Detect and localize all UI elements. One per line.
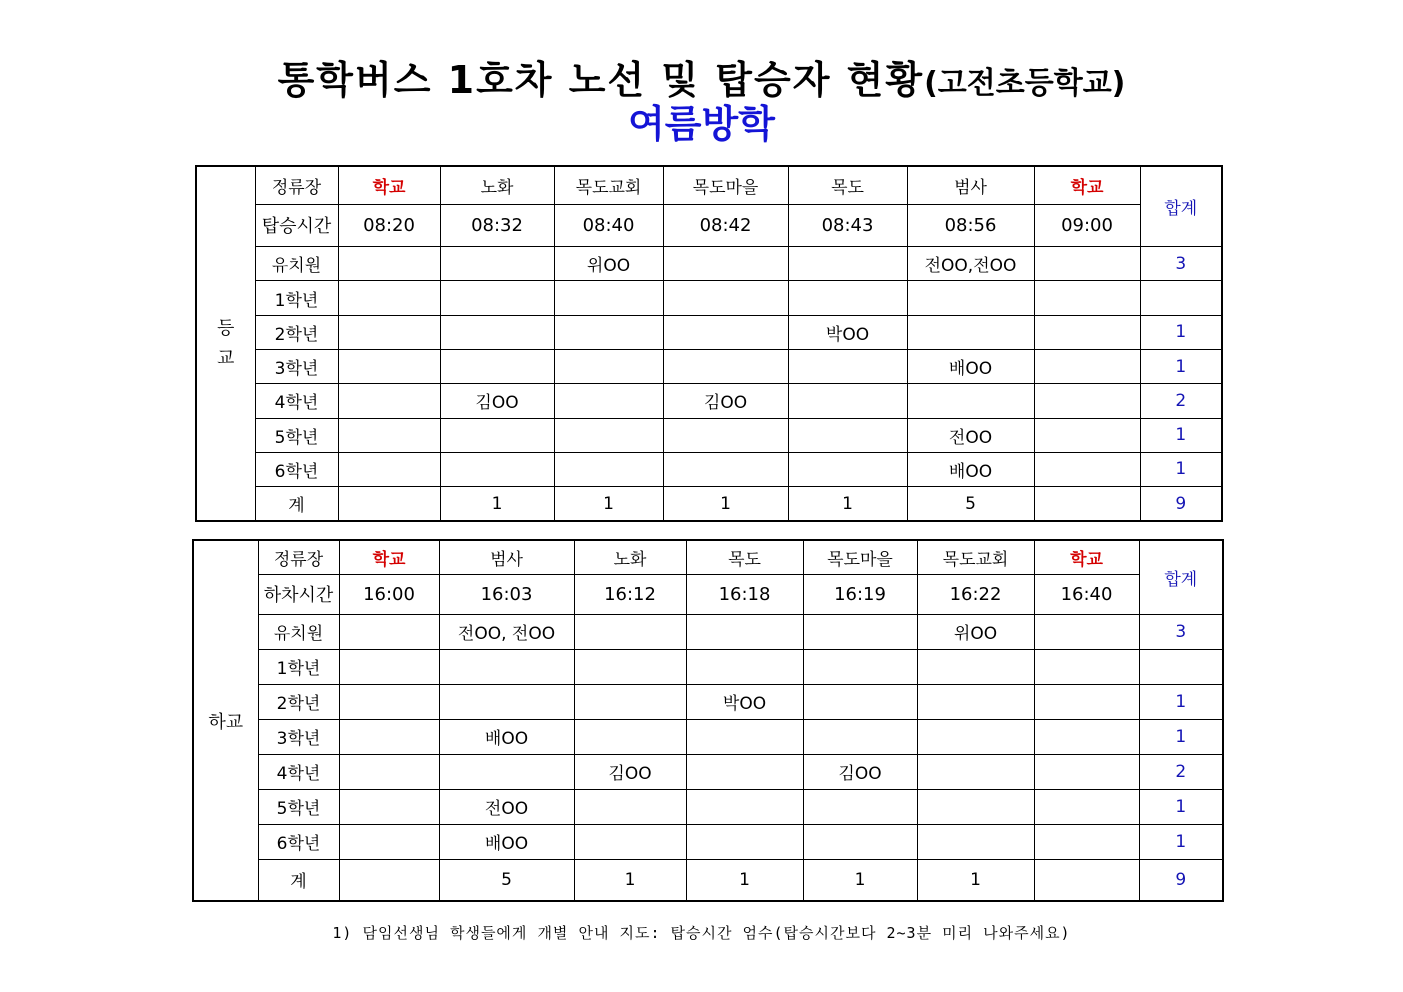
passenger-cell: 박OO bbox=[788, 315, 907, 349]
passenger-cell bbox=[1034, 614, 1139, 649]
row-total: 1 bbox=[1140, 418, 1222, 452]
passenger-cell bbox=[574, 719, 686, 754]
passenger-cell bbox=[574, 614, 686, 649]
passenger-cell bbox=[1034, 754, 1139, 789]
grade-label: 4학년 bbox=[258, 754, 339, 789]
passenger-cell bbox=[917, 754, 1034, 789]
stop-name: 목도마을 bbox=[663, 166, 788, 204]
passenger-cell bbox=[803, 684, 917, 719]
passenger-cell bbox=[788, 418, 907, 452]
afternoon-side-label: 하교 bbox=[193, 540, 258, 901]
passenger-cell bbox=[907, 384, 1034, 418]
passenger-cell bbox=[1034, 719, 1139, 754]
passenger-cell bbox=[439, 649, 574, 684]
passenger-cell bbox=[686, 789, 803, 824]
passenger-cell bbox=[439, 754, 574, 789]
grand-total: 9 bbox=[1140, 487, 1222, 521]
row-total: 1 bbox=[1140, 452, 1222, 486]
passenger-cell bbox=[686, 824, 803, 859]
row-total: 2 bbox=[1140, 384, 1222, 418]
row-total: 1 bbox=[1140, 315, 1222, 349]
passenger-cell bbox=[554, 281, 663, 315]
passenger-cell bbox=[1034, 452, 1140, 486]
stop-name: 목도마을 bbox=[803, 540, 917, 574]
passenger-cell bbox=[338, 350, 440, 384]
stop-sum bbox=[338, 487, 440, 521]
grade-row bbox=[193, 824, 1223, 859]
stop-time: 16:00 bbox=[339, 574, 439, 614]
grade-row bbox=[196, 315, 1222, 349]
stop-time: 16:22 bbox=[917, 574, 1034, 614]
grade-label: 2학년 bbox=[258, 684, 339, 719]
passenger-cell bbox=[574, 649, 686, 684]
stop-name: 목도교회 bbox=[554, 166, 663, 204]
passenger-cell: 위OO bbox=[554, 247, 663, 281]
stop-name: 목도 bbox=[788, 166, 907, 204]
row-total bbox=[1139, 649, 1223, 684]
passenger-cell bbox=[803, 824, 917, 859]
passenger-cell: 전OO bbox=[439, 789, 574, 824]
row-total bbox=[1140, 281, 1222, 315]
stop-name: 목도 bbox=[686, 540, 803, 574]
grade-label: 유치원 bbox=[255, 247, 338, 281]
passenger-cell bbox=[440, 315, 554, 349]
passenger-cell bbox=[917, 789, 1034, 824]
grade-row bbox=[193, 719, 1223, 754]
passenger-cell bbox=[554, 315, 663, 349]
stop-time: 08:40 bbox=[554, 204, 663, 246]
time-header-row bbox=[196, 204, 1222, 246]
stop-sum bbox=[1034, 859, 1139, 901]
passenger-cell bbox=[917, 649, 1034, 684]
stop-sum: 1 bbox=[663, 487, 788, 521]
stop-time: 16:19 bbox=[803, 574, 917, 614]
passenger-cell: 김OO bbox=[574, 754, 686, 789]
passenger-cell bbox=[686, 649, 803, 684]
passenger-cell bbox=[1034, 418, 1140, 452]
stop-name: 학교 bbox=[339, 540, 439, 574]
passenger-cell bbox=[686, 754, 803, 789]
grade-row bbox=[193, 754, 1223, 789]
morning-side-label bbox=[196, 166, 255, 521]
row-total: 1 bbox=[1140, 350, 1222, 384]
stop-time: 08:43 bbox=[788, 204, 907, 246]
time-header: 하차시간 bbox=[258, 574, 339, 614]
passenger-cell bbox=[1034, 315, 1140, 349]
stop-sum: 1 bbox=[686, 859, 803, 901]
title-main: 통학버스 1호차 노선 및 탑승자 현황 bbox=[277, 58, 925, 102]
passenger-cell bbox=[339, 719, 439, 754]
grade-row bbox=[196, 247, 1222, 281]
time-header-row bbox=[193, 574, 1223, 614]
grade-label: 2학년 bbox=[255, 315, 338, 349]
passenger-cell bbox=[663, 281, 788, 315]
passenger-cell: 전OO, 전OO bbox=[439, 614, 574, 649]
passenger-cell bbox=[663, 315, 788, 349]
stop-name: 학교 bbox=[1034, 166, 1140, 204]
passenger-cell: 김OO bbox=[440, 384, 554, 418]
stop-time: 08:42 bbox=[663, 204, 788, 246]
stop-sum: 1 bbox=[554, 487, 663, 521]
stop-header-row bbox=[193, 540, 1223, 574]
stop-sum: 1 bbox=[788, 487, 907, 521]
sum-label: 계 bbox=[258, 859, 339, 901]
grade-label: 5학년 bbox=[255, 418, 338, 452]
passenger-cell bbox=[1034, 247, 1140, 281]
stop-sum: 1 bbox=[574, 859, 686, 901]
grand-total: 9 bbox=[1139, 859, 1223, 901]
passenger-cell bbox=[440, 247, 554, 281]
passenger-cell bbox=[907, 281, 1034, 315]
stop-sum bbox=[339, 859, 439, 901]
grade-row bbox=[193, 614, 1223, 649]
row-total: 1 bbox=[1139, 719, 1223, 754]
grade-row bbox=[196, 281, 1222, 315]
grade-label: 3학년 bbox=[255, 350, 338, 384]
grade-label: 1학년 bbox=[258, 649, 339, 684]
row-total: 1 bbox=[1139, 789, 1223, 824]
passenger-cell bbox=[338, 452, 440, 486]
passenger-cell: 전OO bbox=[907, 418, 1034, 452]
row-total: 2 bbox=[1139, 754, 1223, 789]
footnote: 1) 담임선생님 학생들에게 개별 안내 지도: 탑승시간 엄수(탑승시간보다 2~3분 미리 나와주세요) bbox=[332, 924, 1071, 942]
passenger-cell bbox=[917, 824, 1034, 859]
passenger-cell bbox=[574, 684, 686, 719]
stop-time: 16:40 bbox=[1034, 574, 1139, 614]
grade-label: 유치원 bbox=[258, 614, 339, 649]
passenger-cell bbox=[788, 452, 907, 486]
passenger-cell bbox=[339, 649, 439, 684]
passenger-cell bbox=[803, 614, 917, 649]
passenger-cell bbox=[1034, 384, 1140, 418]
passenger-cell bbox=[338, 247, 440, 281]
passenger-cell bbox=[1034, 649, 1139, 684]
stop-time: 16:12 bbox=[574, 574, 686, 614]
passenger-cell bbox=[788, 281, 907, 315]
stop-header: 정류장 bbox=[258, 540, 339, 574]
passenger-cell bbox=[663, 247, 788, 281]
stop-sum: 1 bbox=[440, 487, 554, 521]
passenger-cell bbox=[686, 614, 803, 649]
row-total: 3 bbox=[1140, 247, 1222, 281]
row-total: 3 bbox=[1139, 614, 1223, 649]
passenger-cell: 배OO bbox=[439, 824, 574, 859]
passenger-cell bbox=[440, 452, 554, 486]
passenger-cell bbox=[339, 824, 439, 859]
passenger-cell bbox=[574, 824, 686, 859]
passenger-cell bbox=[663, 350, 788, 384]
sum-row bbox=[196, 487, 1222, 521]
passenger-cell bbox=[338, 315, 440, 349]
passenger-cell bbox=[1034, 281, 1140, 315]
grade-label: 6학년 bbox=[255, 452, 338, 486]
document-subtitle: 여름방학 bbox=[628, 102, 775, 146]
grade-label: 1학년 bbox=[255, 281, 338, 315]
passenger-cell: 배OO bbox=[439, 719, 574, 754]
stop-time: 16:03 bbox=[439, 574, 574, 614]
passenger-cell bbox=[554, 418, 663, 452]
passenger-cell bbox=[788, 350, 907, 384]
passenger-cell bbox=[554, 384, 663, 418]
stop-name: 학교 bbox=[338, 166, 440, 204]
stop-name: 노화 bbox=[440, 166, 554, 204]
passenger-cell bbox=[917, 684, 1034, 719]
passenger-cell bbox=[339, 614, 439, 649]
passenger-cell bbox=[339, 754, 439, 789]
passenger-cell bbox=[1034, 789, 1139, 824]
grade-row bbox=[196, 452, 1222, 486]
stop-time: 08:32 bbox=[440, 204, 554, 246]
passenger-cell bbox=[339, 789, 439, 824]
passenger-cell bbox=[686, 719, 803, 754]
title-school: (고전초등학교) bbox=[924, 66, 1126, 101]
passenger-cell bbox=[339, 684, 439, 719]
passenger-cell bbox=[1034, 824, 1139, 859]
passenger-cell bbox=[338, 384, 440, 418]
stop-sum: 1 bbox=[917, 859, 1034, 901]
grade-row bbox=[196, 350, 1222, 384]
grade-label: 5학년 bbox=[258, 789, 339, 824]
grade-row bbox=[193, 684, 1223, 719]
side-label-text: 등교 bbox=[217, 317, 235, 369]
stop-sum bbox=[1034, 487, 1140, 521]
total-header: 합계 bbox=[1140, 166, 1222, 247]
stop-name: 노화 bbox=[574, 540, 686, 574]
passenger-cell bbox=[440, 350, 554, 384]
stop-time: 08:56 bbox=[907, 204, 1034, 246]
stop-name: 학교 bbox=[1034, 540, 1139, 574]
grade-row bbox=[193, 789, 1223, 824]
grade-label: 6학년 bbox=[258, 824, 339, 859]
sum-label: 계 bbox=[255, 487, 338, 521]
passenger-cell bbox=[803, 719, 917, 754]
passenger-cell bbox=[917, 719, 1034, 754]
grade-row bbox=[196, 384, 1222, 418]
passenger-cell bbox=[439, 684, 574, 719]
passenger-cell: 배OO bbox=[907, 350, 1034, 384]
grade-row bbox=[196, 418, 1222, 452]
passenger-cell bbox=[1034, 350, 1140, 384]
passenger-cell bbox=[440, 281, 554, 315]
passenger-cell: 박OO bbox=[686, 684, 803, 719]
sum-row bbox=[193, 859, 1223, 901]
stop-name: 범사 bbox=[907, 166, 1034, 204]
passenger-cell: 전OO,전OO bbox=[907, 247, 1034, 281]
passenger-cell bbox=[554, 350, 663, 384]
stop-time: 16:18 bbox=[686, 574, 803, 614]
passenger-cell bbox=[574, 789, 686, 824]
morning-schedule-table bbox=[195, 165, 1223, 522]
passenger-cell bbox=[907, 315, 1034, 349]
passenger-cell bbox=[1034, 684, 1139, 719]
stop-name: 목도교회 bbox=[917, 540, 1034, 574]
passenger-cell: 김OO bbox=[663, 384, 788, 418]
passenger-cell bbox=[803, 789, 917, 824]
passenger-cell bbox=[788, 384, 907, 418]
row-total: 1 bbox=[1139, 684, 1223, 719]
stop-name: 범사 bbox=[439, 540, 574, 574]
stop-sum: 1 bbox=[803, 859, 917, 901]
stop-time: 08:20 bbox=[338, 204, 440, 246]
grade-row bbox=[193, 649, 1223, 684]
passenger-cell bbox=[338, 281, 440, 315]
passenger-cell: 배OO bbox=[907, 452, 1034, 486]
afternoon-schedule-table bbox=[192, 539, 1224, 902]
stop-sum: 5 bbox=[439, 859, 574, 901]
passenger-cell: 위OO bbox=[917, 614, 1034, 649]
stop-sum: 5 bbox=[907, 487, 1034, 521]
passenger-cell bbox=[663, 418, 788, 452]
time-header: 탑승시간 bbox=[255, 204, 338, 246]
stop-header: 정류장 bbox=[255, 166, 338, 204]
row-total: 1 bbox=[1139, 824, 1223, 859]
passenger-cell bbox=[554, 452, 663, 486]
passenger-cell bbox=[663, 452, 788, 486]
passenger-cell bbox=[338, 418, 440, 452]
passenger-cell: 김OO bbox=[803, 754, 917, 789]
passenger-cell bbox=[803, 649, 917, 684]
stop-time: 09:00 bbox=[1034, 204, 1140, 246]
stop-header-row bbox=[196, 166, 1222, 204]
passenger-cell bbox=[788, 247, 907, 281]
grade-label: 4학년 bbox=[255, 384, 338, 418]
passenger-cell bbox=[440, 418, 554, 452]
total-header: 합계 bbox=[1139, 540, 1223, 614]
grade-label: 3학년 bbox=[258, 719, 339, 754]
